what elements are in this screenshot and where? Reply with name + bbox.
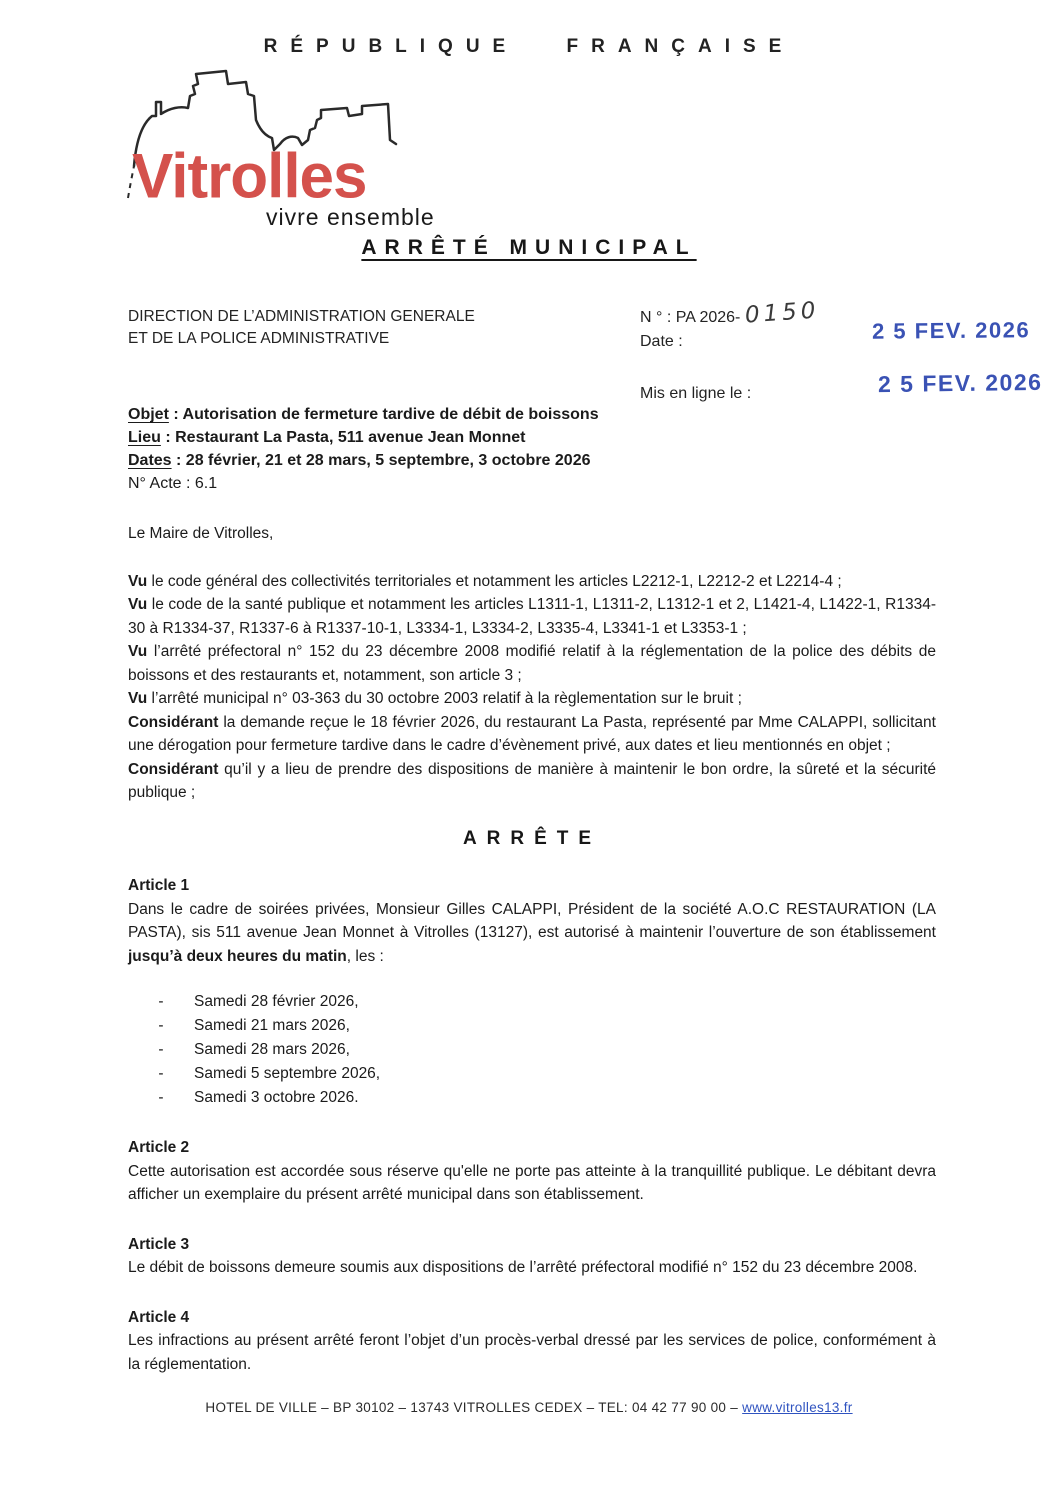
article-2 [128,1136,936,1207]
document-body [128,522,936,1376]
date-item-text: Samedi 21 mars 2026, [194,1017,350,1034]
dash-bullet: - [158,1017,164,1034]
date-stamp: 2 5 FEV. 2026 [871,317,1031,344]
recital-text: qu’il y a lieu de prendre des dispositions de manière à maintenir le bon ordre, la sûreté et la sécurité publique ; [128,760,937,801]
dates-line [128,449,938,472]
recital-vu-1 [128,570,936,594]
article-2-text: Cette autorisation est accordée sous réserve qu'elle ne porte pas atteinte à la tranquillité publique. Le débitant devra afficher un exemplaire du présent arrêté municipal dans son établissement. [128,1162,936,1203]
recital-lead: Considérant [128,760,219,778]
article-1 [128,874,936,968]
footer [0,1400,1058,1415]
recital-text: le code de la santé publique et notamment les articles L1311-1, L1311-2, L1312-1 et 2, L1421-4, L1422-1, R1334-30 à R1334-37, R1337-6 à R1337-10-1, L3334-1, L3334-2, L3335-4, L3341-1 et L3353-1 ; [128,596,936,637]
date-item-text: Samedi 28 février 2026, [194,993,359,1010]
article-4-text: Les infractions au présent arrêté feront l’objet d’un procès-verbal dressé par les services de police, conformément à la réglementation. [128,1332,936,1373]
acte-line: N° Acte : 6.1 [128,475,218,492]
dash-bullet: - [158,1089,164,1106]
numero-label: N ° : PA 2026- [640,309,741,326]
list-item [128,1086,936,1110]
footer-text: HOTEL DE VILLE – BP 30102 – 13743 VITROLLES CEDEX – TEL: 04 42 77 90 00 – [205,1400,743,1415]
authorized-dates-list [128,990,936,1110]
direction-line1: DIRECTION DE L’ADMINISTRATION GENERALE [128,308,475,325]
lieu-line [128,426,938,449]
recital-lead: Vu [128,643,148,660]
article-1-text [128,898,936,969]
logo-wordmark: Vitrolles [132,141,367,212]
online-stamp: 2 5 FEV. 2026 [877,368,1043,398]
list-item [128,1014,936,1038]
vitrolles-logo [118,58,478,230]
date-label: Date : [640,333,683,350]
list-item [128,990,936,1014]
numero-date-block [640,297,821,406]
direction-line2: ET DE LA POLICE ADMINISTRATIVE [128,330,390,347]
recital-lead: Considérant [128,713,219,731]
recital-lead: Vu [128,596,148,613]
objet-line [128,403,938,426]
dash-bullet: - [158,993,164,1010]
article-4 [128,1306,936,1377]
article-3 [128,1233,936,1280]
list-item [128,1038,936,1062]
numero-line [640,297,821,330]
date-item-text: Samedi 3 octobre 2026. [194,1089,359,1106]
article-1-post: , les : [346,947,384,965]
footer-website-link[interactable]: www.vitrolles13.fr [742,1400,853,1415]
recital-lead: Vu [128,572,148,590]
article-4-heading: Article 4 [128,1308,190,1326]
recital-text: l’arrêté préfectoral n° 152 du 23 décembre 2008 modifié relatif à la réglementation de la police des débits de boissons et des restaurants et, notamment, son article 3 ; [128,643,936,684]
dates-text: : 28 février, 21 et 28 mars, 5 septembre, 3 octobre 2026 [176,452,591,469]
logo-tagline: vivre ensemble [266,204,435,230]
article-1-heading: Article 1 [128,877,190,894]
recital-vu-4 [128,687,936,711]
lieu-label: Lieu [128,429,161,446]
date-item-text: Samedi 28 mars 2026, [194,1041,350,1058]
arrete-heading: ARRÊTE [462,827,602,849]
salutation: Le Maire de Vitrolles, [128,525,274,542]
article-2-heading: Article 2 [128,1139,190,1156]
recital-text: l’arrêté municipal n° 03-363 du 30 octobre 2003 relatif à la règlementation sur le bruit ; [151,690,742,707]
article-1-bold: jusqu’à deux heures du matin [128,947,347,965]
article-3-heading: Article 3 [128,1235,190,1253]
recital-lead: Vu [128,690,148,707]
subject-block [128,403,938,495]
direction-block [128,306,475,350]
objet-text: : Autorisation de fermeture tardive de débit de boissons [173,406,599,423]
dash-bullet: - [158,1065,164,1082]
article-1-pre: Dans le cadre de soirées privées, Monsieur Gilles CALAPPI, Président de la société A.O.C RESTAURATION (LA PASTA), sis 511 avenue Jean Monnet à Vitrolles (13127), est autorisé à maintenir l’ouverture de son établissement [128,900,936,941]
date-item-text: Samedi 5 septembre 2026, [194,1065,381,1082]
online-label: Mis en ligne le : [640,385,752,402]
lieu-text: : Restaurant La Pasta, 511 avenue Jean Monnet [165,429,526,446]
objet-label: Objet [128,406,169,423]
article-3-text: Le débit de boissons demeure soumis aux dispositions de l’arrêté préfectoral modifié n° 152 du 23 décembre 2008. [128,1259,918,1276]
document-title: ARRÊTÉ MUNICIPAL [361,236,697,259]
recital-considerant-1 [128,711,936,758]
handwritten-number: 0150 [743,297,821,329]
recital-text: le code général des collectivités territoriales et notamment les articles L2212-1, L2212-2 et L2214-4 ; [151,572,842,590]
dates-label: Dates [128,452,172,469]
recital-vu-3 [128,640,936,687]
republique-francaise-heading: RÉPUBLIQUE FRANÇAISE [263,36,795,57]
list-item [128,1062,936,1086]
recital-text: la demande reçue le 18 février 2026, du restaurant La Pasta, représenté par Mme CALAPPI, sollicitant une dérogation pour fermeture tardive dans le cadre d’évènement privé, aux dates et lieu mentionnés en objet ; [128,713,936,754]
dash-bullet: - [158,1041,164,1058]
recital-vu-2 [128,593,936,640]
recital-considerant-2 [128,758,936,805]
